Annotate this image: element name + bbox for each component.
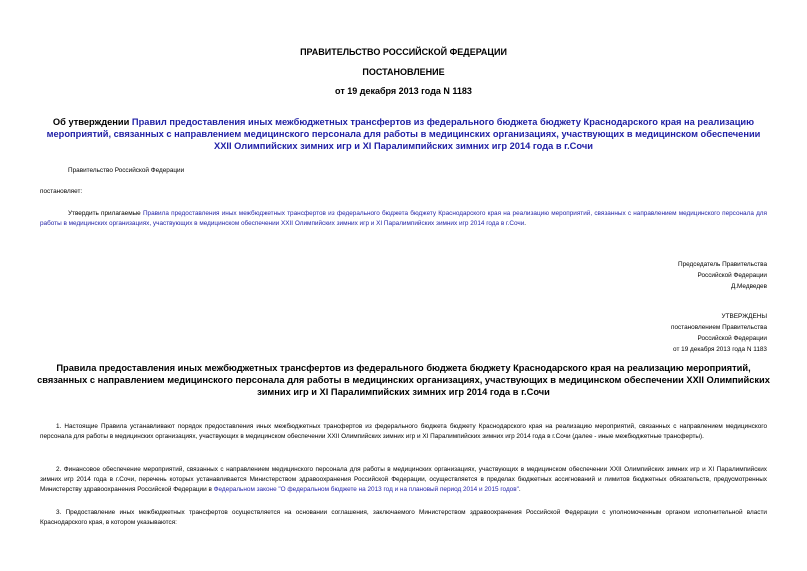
document-title <box>40 116 767 152</box>
title-prefix: Об утверждении <box>52 117 132 127</box>
paragraph-2 <box>40 465 767 495</box>
signature-country: Российской Федерации <box>697 272 767 279</box>
approve-link[interactable]: Правила предоставления иных межбюджетных трансфертов из федерального бюджета бюджету Краснодарского края на реализацию мероприятий, связанных с направлением медицинского персонала для работы в медицинских организациях, участвующих в медицинском обеспечении XXII Олимпийских зимних игр и XI Паралимпийских зимних игр 2014 года в г.Сочи <box>40 210 767 227</box>
title-link[interactable]: Правил предоставления иных межбюджетных трансфертов из федерального бюджета бюджету Краснодарского края на реализацию мероприятий, связанных с направлением медицинского персонала для работы в медицинских организациях, участвующих в медицинском обеспечении XXII Олимпийских зимних игр и XI Паралимпийских зимних игр 2014 года в г.Сочи <box>46 117 761 151</box>
paragraph-1: 1. Настоящие Правила устанавливают порядок предоставления иных межбюджетных трансфертов из федерального бюджета бюджету Краснодарского края на реализацию мероприятий, связанных с направлением медицинского персонала для работы в медицинских организациях, участвующих в медицинском обеспечении XXII Олимпийских зимних игр и XI Паралимпийских зимних игр 2014 года в г.Сочи (далее - иные межбюджетные трансферты). <box>40 423 767 440</box>
approval-by: постановлением Правительства <box>671 324 767 331</box>
government-text: Правительство Российской Федерации <box>68 167 185 174</box>
signature-name: Д.Медведев <box>730 283 767 290</box>
paragraph-2-text: 2. Финансовое обеспечение мероприятий, связанных с направлением медицинского персонала для работы в медицинских организациях, участвующих в медицинском обеспечении XXII Олимпийских зимних игр и XI Паралимпийских зимних игр 2014 года в г.Сочи, перечень которых устанавливается Министерством здравоохранения Российской Федерации, осуществляется в пределах бюджетных ассигнований и лимитов бюджетных обязательств, предусмотренных Министерству здравоохранения Российской Федерации в <box>40 466 767 493</box>
approval-block <box>671 311 767 355</box>
approval-date: от 19 декабря 2013 года N 1183 <box>673 346 767 353</box>
approve-prefix: Утвердить прилагаемые <box>68 210 143 217</box>
paragraph-3: 3. Предоставление иных межбюджетных трансфертов осуществляется на основании соглашения, заключаемого Министерством здравоохранения Российской Федерации с уполномоченным органом исполнительной власти Краснодарского края, в котором указываются: <box>40 509 767 526</box>
rules-title: Правила предоставления иных межбюджетных трансфертов из федерального бюджета бюджету Краснодарского края на реализацию мероприятий, связанных с направлением медицинского персонала для работы в медицинских организациях, участвующих в медицинском обеспечении XXII Олимпийских зимних игр и XI Паралимпийских зимних игр 2014 года в г.Сочи <box>37 363 770 397</box>
org-heading: ПРАВИТЕЛЬСТВО РОССИЙСКОЙ ФЕДЕРАЦИИ <box>300 47 507 57</box>
resolves-text: постановляет: <box>40 188 83 195</box>
approval-country: Российской Федерации <box>697 335 767 342</box>
doc-type-heading: ПОСТАНОВЛЕНИЕ <box>362 67 445 77</box>
approve-suffix: . <box>524 220 527 227</box>
date-number-heading: от 19 декабря 2013 года N 1183 <box>335 86 472 96</box>
approve-paragraph <box>40 209 767 229</box>
signature-position: Председатель Правительства <box>678 261 767 268</box>
approval-title: УТВЕРЖДЕНЫ <box>721 313 767 320</box>
signature-block <box>678 259 767 292</box>
federal-law-link[interactable]: Федеральном законе "О федеральном бюджете на 2013 год и на плановый период 2014 и 2015 годов" <box>213 486 519 493</box>
paragraph-2-end: . <box>518 486 521 493</box>
